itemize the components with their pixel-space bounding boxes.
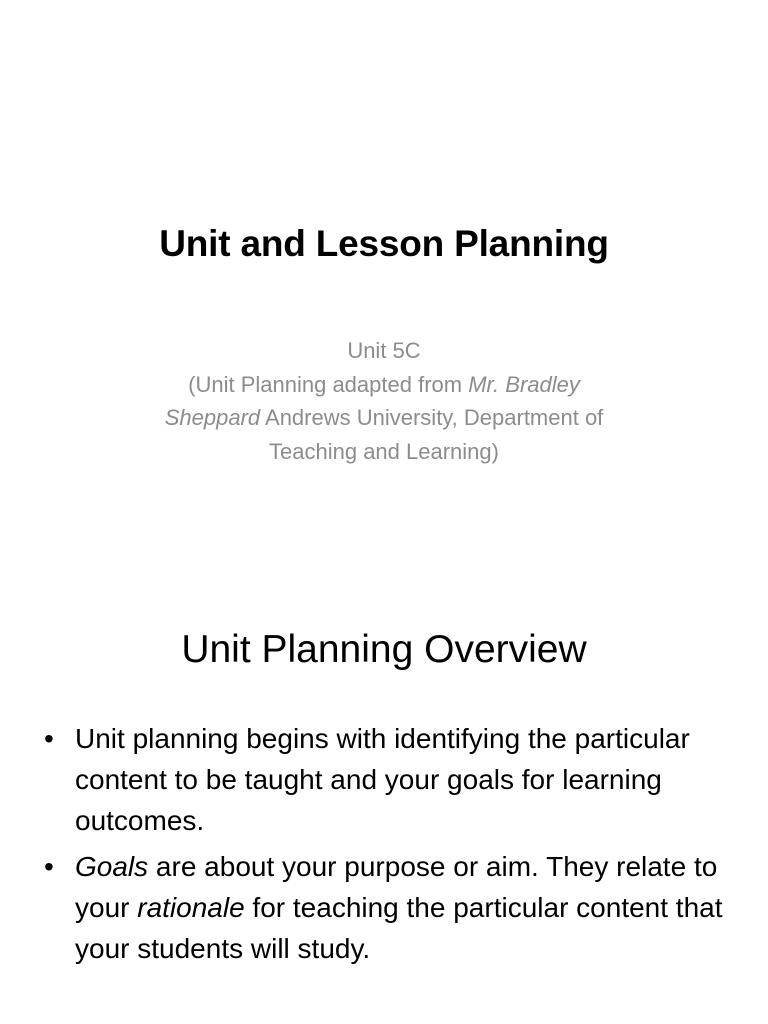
bullet-text: Unit planning begins with identifying the particular content to be taught and your goals for learning outcomes. [75,723,690,836]
bullet-text [75,851,723,964]
bullet-icon: • [44,851,54,882]
bullet-text-part: are about your purpose or aim. They relate to your [75,851,718,923]
slide-subtitle [100,334,668,468]
subtitle-credit-line-1 [100,368,668,402]
bullet-item [0,846,768,969]
bullet-list [0,718,768,974]
bullet-icon: • [44,723,54,754]
bullet-item [0,718,768,841]
subtitle-author-first: Mr. Bradley [468,371,580,397]
slide-title: Unit and Lesson Planning [159,223,609,264]
bullet-text-part: for teaching the particular content that your students will study. [75,892,723,964]
subtitle-credit-prefix: (Unit Planning adapted from [188,371,469,397]
subtitle-credit-line-2 [100,401,668,435]
term-rationale: rationale [137,892,245,923]
subtitle-institution: Andrews University, Department of [260,405,604,430]
subtitle-unit: Unit 5C [347,338,421,363]
subtitle-author-last: Sheppard [164,405,261,430]
slide-heading: Unit Planning Overview [181,628,587,671]
overview-slide [0,576,768,1024]
term-goals: Goals [75,851,149,882]
subtitle-department: Teaching and Learning) [269,438,499,464]
